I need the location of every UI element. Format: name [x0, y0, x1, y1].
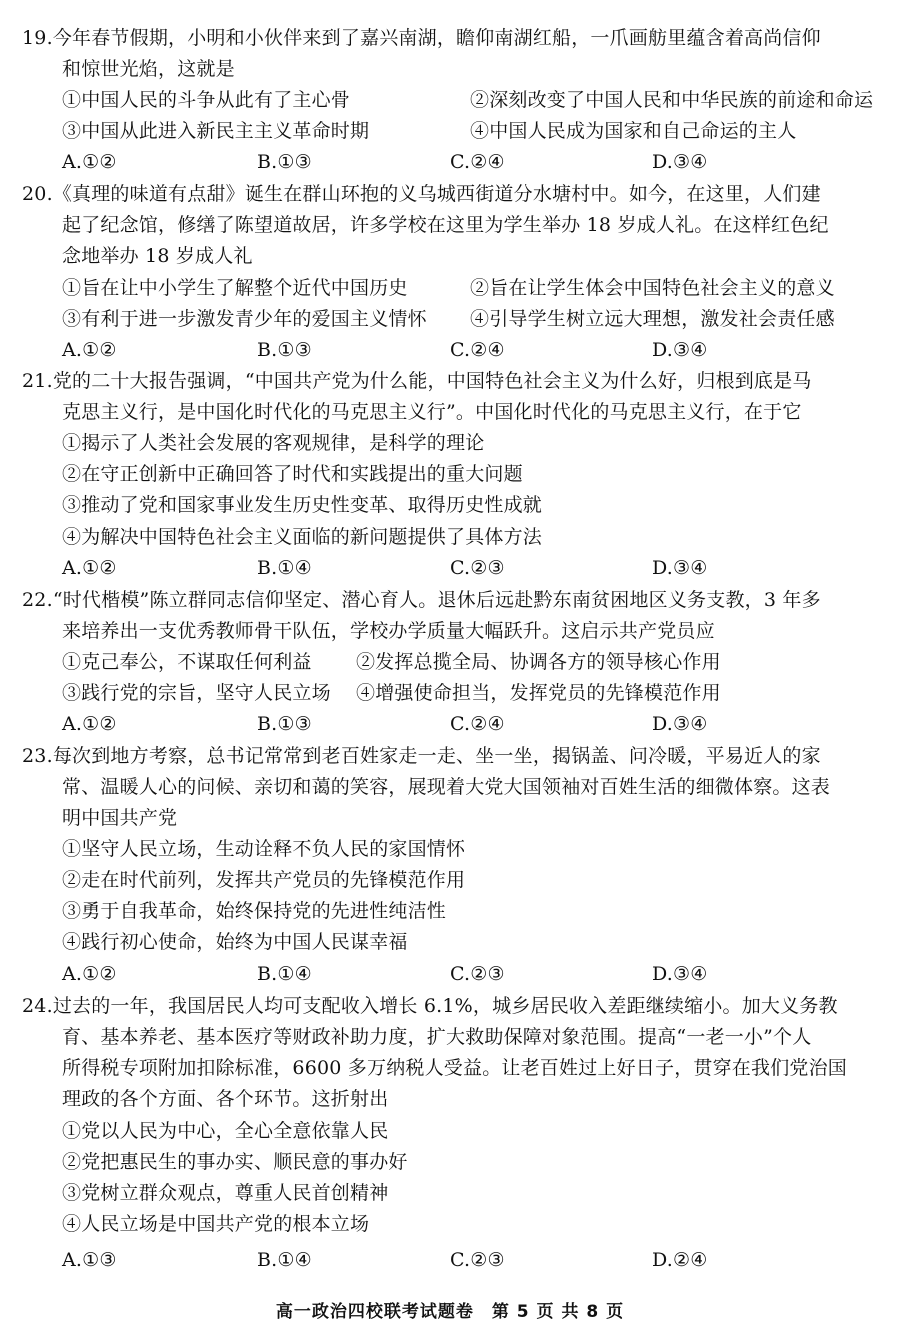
question-24-option-4: ④人民立场是中国共产党的根本立场: [62, 1213, 370, 1235]
question-22-option-2: ②发挥总揽全局、协调各方的领导核心作用: [356, 651, 721, 673]
question-22-option-3: ③践行党的宗旨，坚守人民立场: [62, 682, 331, 704]
question-19-option-2: ②深刻改变了中国人民和中华民族的前途和命运: [470, 89, 874, 111]
question-22-option-1: ①克己奉公，不谋取任何利益: [62, 651, 312, 673]
question-19-stem-line-2: 和惊世光焰，这就是: [62, 58, 235, 80]
question-24-stem-line-1: 24.过去的一年，我国居民人均可支配收入增长 6.1%，城乡居民收入差距继续缩小。加大义务教: [22, 995, 838, 1017]
question-23-option-2: ②走在时代前列，发挥共产党员的先锋模范作用: [62, 869, 466, 891]
question-22-stem-line-2: 来培养出一支优秀教师骨干队伍，学校办学质量大幅跃升。这启示共产党员应: [62, 620, 715, 642]
question-24-stem-line-2: 育、基本养老、基本医疗等财政补助力度，扩大救助保障对象范围。提高“一老一小”个人: [62, 1026, 812, 1048]
question-23-stem-line-3: 明中国共产党: [62, 807, 178, 829]
question-23-stem-line-1: 23.每次到地方考察，总书记常常到老百姓家走一走、坐一坐，揭锅盖、问冷暖，平易近人的家: [22, 745, 821, 767]
question-24-option-1: ①党以人民为中心，全心全意依靠人民: [62, 1120, 389, 1142]
question-21-answer-a: A.①②: [62, 557, 117, 579]
question-21-option-2: ②在守正创新中正确回答了时代和实践提出的重大问题: [62, 463, 523, 485]
question-20-stem-line-3: 念地举办 18 岁成人礼: [62, 245, 253, 267]
question-24-answer-b: B.①④: [257, 1249, 312, 1271]
question-23-answer-a: A.①②: [62, 963, 117, 985]
question-22-answer-d: D.③④: [652, 713, 708, 735]
question-20-stem-line-1: 20.《真理的味道有点甜》诞生在群山环抱的义乌城西街道分水塘村中。如今，在这里，人们建: [22, 183, 821, 205]
question-22-stem-line-1: 22.“时代楷模”陈立群同志信仰坚定、潜心育人。退休后远赴黔东南贫困地区义务支教，3 年多: [22, 589, 821, 611]
question-21-stem-line-2: 克思主义行，是中国化时代化的马克思主义行”。中国化时代化的马克思主义行，在于它: [62, 401, 802, 423]
question-21-answer-c: C.②③: [450, 557, 505, 579]
question-24-answer-a: A.①③: [62, 1249, 117, 1271]
question-23-stem-line-2: 常、温暖人心的问候、亲切和蔼的笑容，展现着大党大国领袖对百姓生活的细微体察。这表: [62, 776, 831, 798]
question-21-answer-d: D.③④: [652, 557, 708, 579]
page-footer: 高一政治四校联考试题卷 第 5 页 共 8 页: [275, 1302, 625, 1322]
question-20-answer-c: C.②④: [450, 339, 505, 361]
question-20-stem-line-2: 起了纪念馆，修缮了陈望道故居，许多学校在这里为学生举办 18 岁成人礼。在这样红色纪: [62, 214, 829, 236]
question-19-option-4: ④中国人民成为国家和自己命运的主人: [470, 120, 797, 142]
question-20-option-2: ②旨在让学生体会中国特色社会主义的意义: [470, 277, 835, 299]
question-24-stem-line-3: 所得税专项附加扣除标准，6600 多万纳税人受益。让老百姓过上好日子，贯穿在我们党治国: [62, 1057, 847, 1079]
question-20-option-1: ①旨在让中小学生了解整个近代中国历史: [62, 277, 408, 299]
question-24-answer-c: C.②③: [450, 1249, 505, 1271]
question-21-answer-b: B.①④: [257, 557, 312, 579]
question-20-option-4: ④引导学生树立远大理想，激发社会责任感: [470, 308, 835, 330]
question-19-option-3: ③中国从此进入新民主主义革命时期: [62, 120, 370, 142]
question-19-answer-a: A.①②: [62, 151, 117, 173]
question-23-option-3: ③勇于自我革命，始终保持党的先进性纯洁性: [62, 900, 447, 922]
question-19-answer-b: B.①③: [257, 151, 312, 173]
question-22-answer-a: A.①②: [62, 713, 117, 735]
question-22-answer-c: C.②④: [450, 713, 505, 735]
question-23-option-4: ④践行初心使命，始终为中国人民谋幸福: [62, 931, 408, 953]
question-24-option-3: ③党树立群众观点，尊重人民首创精神: [62, 1182, 389, 1204]
question-21-option-1: ①揭示了人类社会发展的客观规律，是科学的理论: [62, 432, 485, 454]
question-19-answer-c: C.②④: [450, 151, 505, 173]
question-24-stem-line-4: 理政的各个方面、各个环节。这折射出: [62, 1088, 389, 1110]
question-20-answer-b: B.①③: [257, 339, 312, 361]
question-23-option-1: ①坚守人民立场，生动诠释不负人民的家国情怀: [62, 838, 466, 860]
question-19-answer-d: D.③④: [652, 151, 708, 173]
question-20-answer-d: D.③④: [652, 339, 708, 361]
question-19-stem-line-1: 19.今年春节假期，小明和小伙伴来到了嘉兴南湖，瞻仰南湖红船，一爪画舫里蕴含着高尚信仰: [22, 27, 821, 49]
question-21-stem-line-1: 21.党的二十大报告强调，“中国共产党为什么能，中国特色社会主义为什么好，归根到底是马: [22, 370, 812, 392]
question-20-answer-a: A.①②: [62, 339, 117, 361]
question-23-answer-d: D.③④: [652, 963, 708, 985]
question-23-answer-b: B.①④: [257, 963, 312, 985]
question-21-option-4: ④为解决中国特色社会主义面临的新问题提供了具体方法: [62, 526, 543, 548]
question-21-option-3: ③推动了党和国家事业发生历史性变革、取得历史性成就: [62, 494, 543, 516]
question-22-answer-b: B.①③: [257, 713, 312, 735]
question-24-option-2: ②党把惠民生的事办实、顺民意的事办好: [62, 1151, 408, 1173]
question-20-option-3: ③有利于进一步激发青少年的爱国主义情怀: [62, 308, 427, 330]
question-22-option-4: ④增强使命担当，发挥党员的先锋模范作用: [356, 682, 721, 704]
question-23-answer-c: C.②③: [450, 963, 505, 985]
question-19-option-1: ①中国人民的斗争从此有了主心骨: [62, 89, 351, 111]
question-24-answer-d: D.②④: [652, 1249, 708, 1271]
